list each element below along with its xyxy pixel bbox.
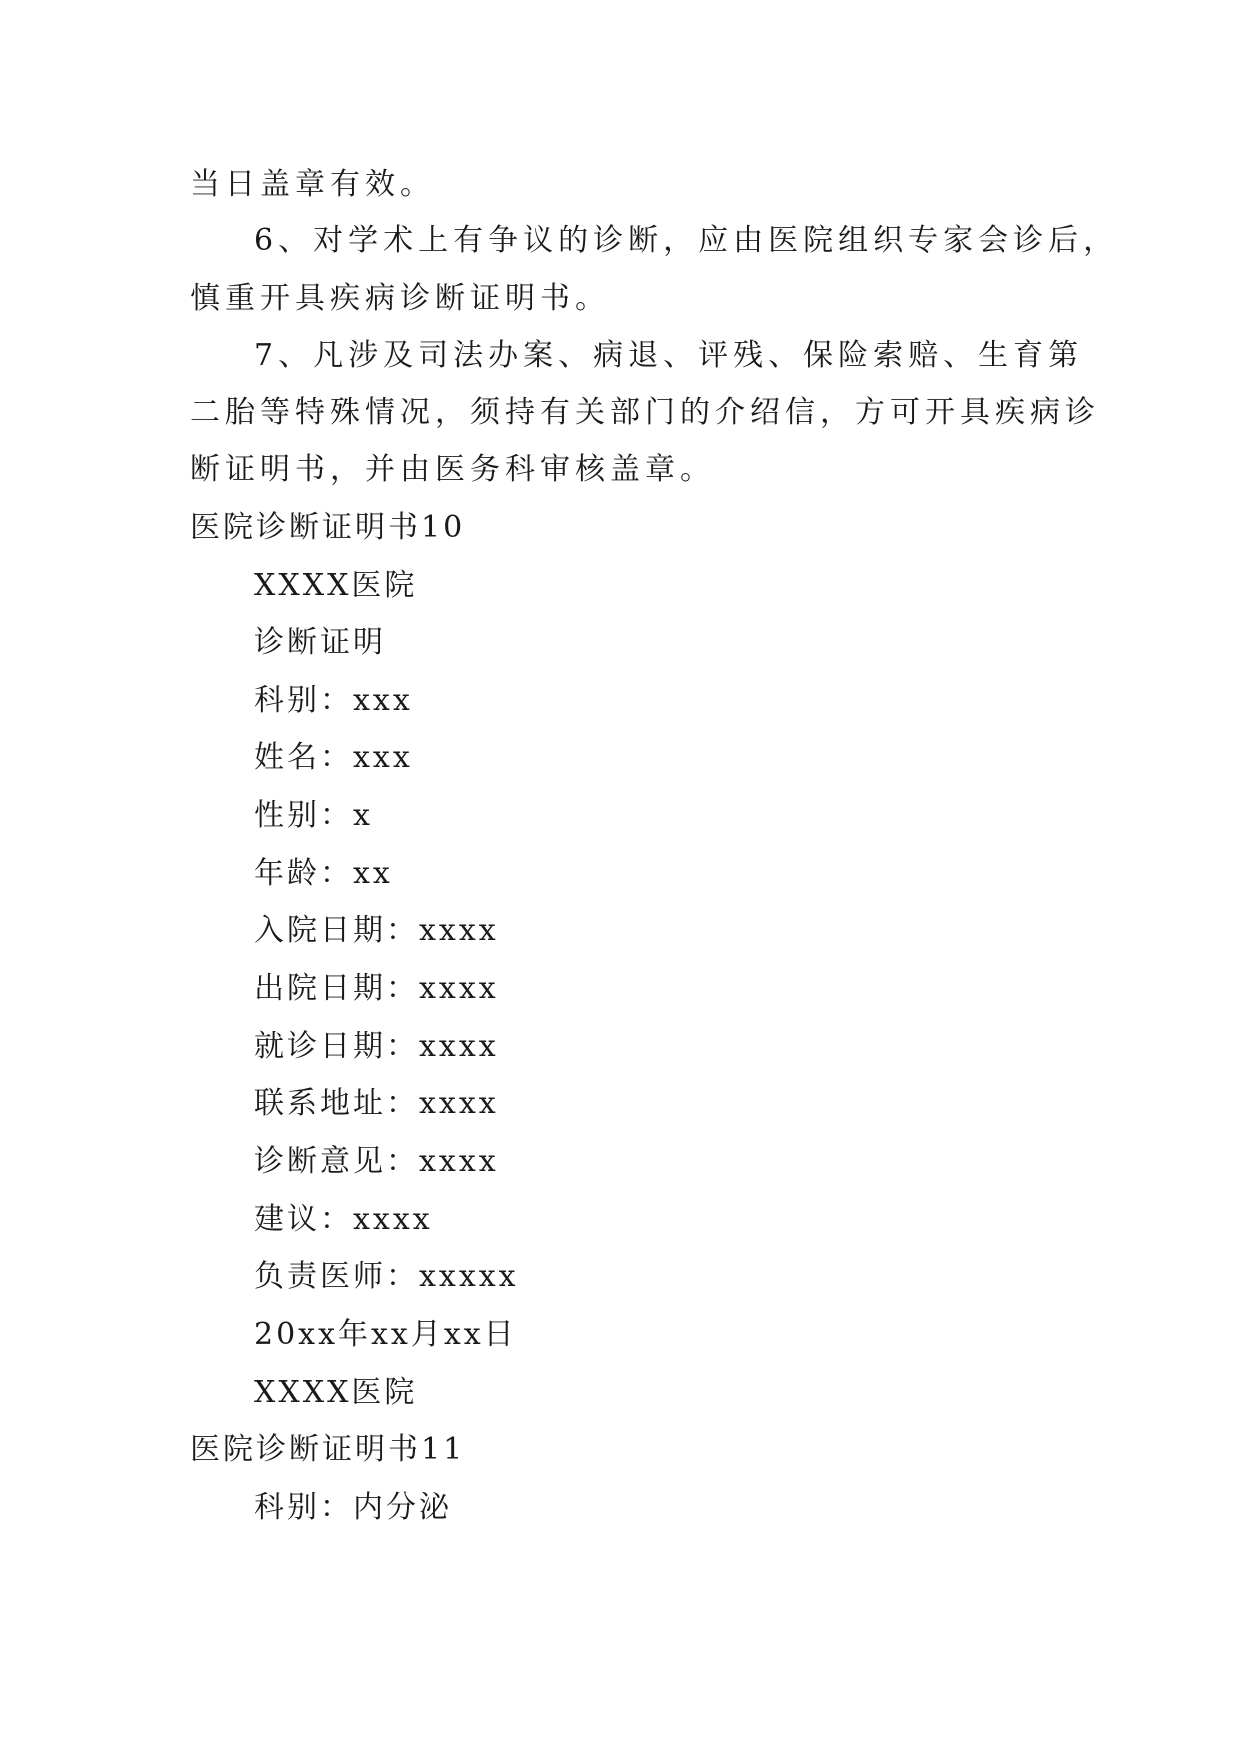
field-visit-date: 就诊日期：xxxx xyxy=(254,1029,499,1064)
field-diagnosis: 诊断意见：xxxx xyxy=(254,1144,499,1179)
item-6-line-1: 6、对学术上有争议的诊断，应由医院组织专家会诊后， xyxy=(254,223,1119,258)
hospital-name: XXXX医院 xyxy=(254,568,418,603)
field-gender: 性别：x xyxy=(254,798,373,833)
hospital-signature: XXXX医院 xyxy=(254,1375,418,1410)
paragraph-line: 当日盖章有效。 xyxy=(190,167,435,202)
field-name: 姓名：xxx xyxy=(254,740,413,775)
field-admission-date: 入院日期：xxxx xyxy=(254,913,499,948)
section-11-title: 医院诊断证明书11 xyxy=(190,1432,466,1467)
section-10-title: 医院诊断证明书10 xyxy=(190,510,466,545)
field-advice: 建议：xxxx xyxy=(254,1202,433,1237)
field-department: 科别：xxx xyxy=(254,683,413,718)
item-6-line-2: 慎重开具疾病诊断证明书。 xyxy=(190,281,610,316)
field-department-11: 科别：内分泌 xyxy=(254,1490,452,1525)
item-7-line-2: 二胎等特殊情况，须持有关部门的介绍信，方可开具疾病诊 xyxy=(190,395,1100,430)
field-age: 年龄：xx xyxy=(254,856,393,891)
doc-heading: 诊断证明 xyxy=(254,625,386,660)
field-date: 20xx年xx月xx日 xyxy=(254,1317,517,1352)
item-7-line-3: 断证明书，并由医务科审核盖章。 xyxy=(190,452,715,487)
item-7-line-1: 7、凡涉及司法办案、病退、评残、保险索赔、生育第 xyxy=(254,338,1084,373)
field-discharge-date: 出院日期：xxxx xyxy=(254,971,499,1006)
field-doctor: 负责医师：xxxxx xyxy=(254,1259,519,1294)
field-address: 联系地址：xxxx xyxy=(254,1086,499,1121)
